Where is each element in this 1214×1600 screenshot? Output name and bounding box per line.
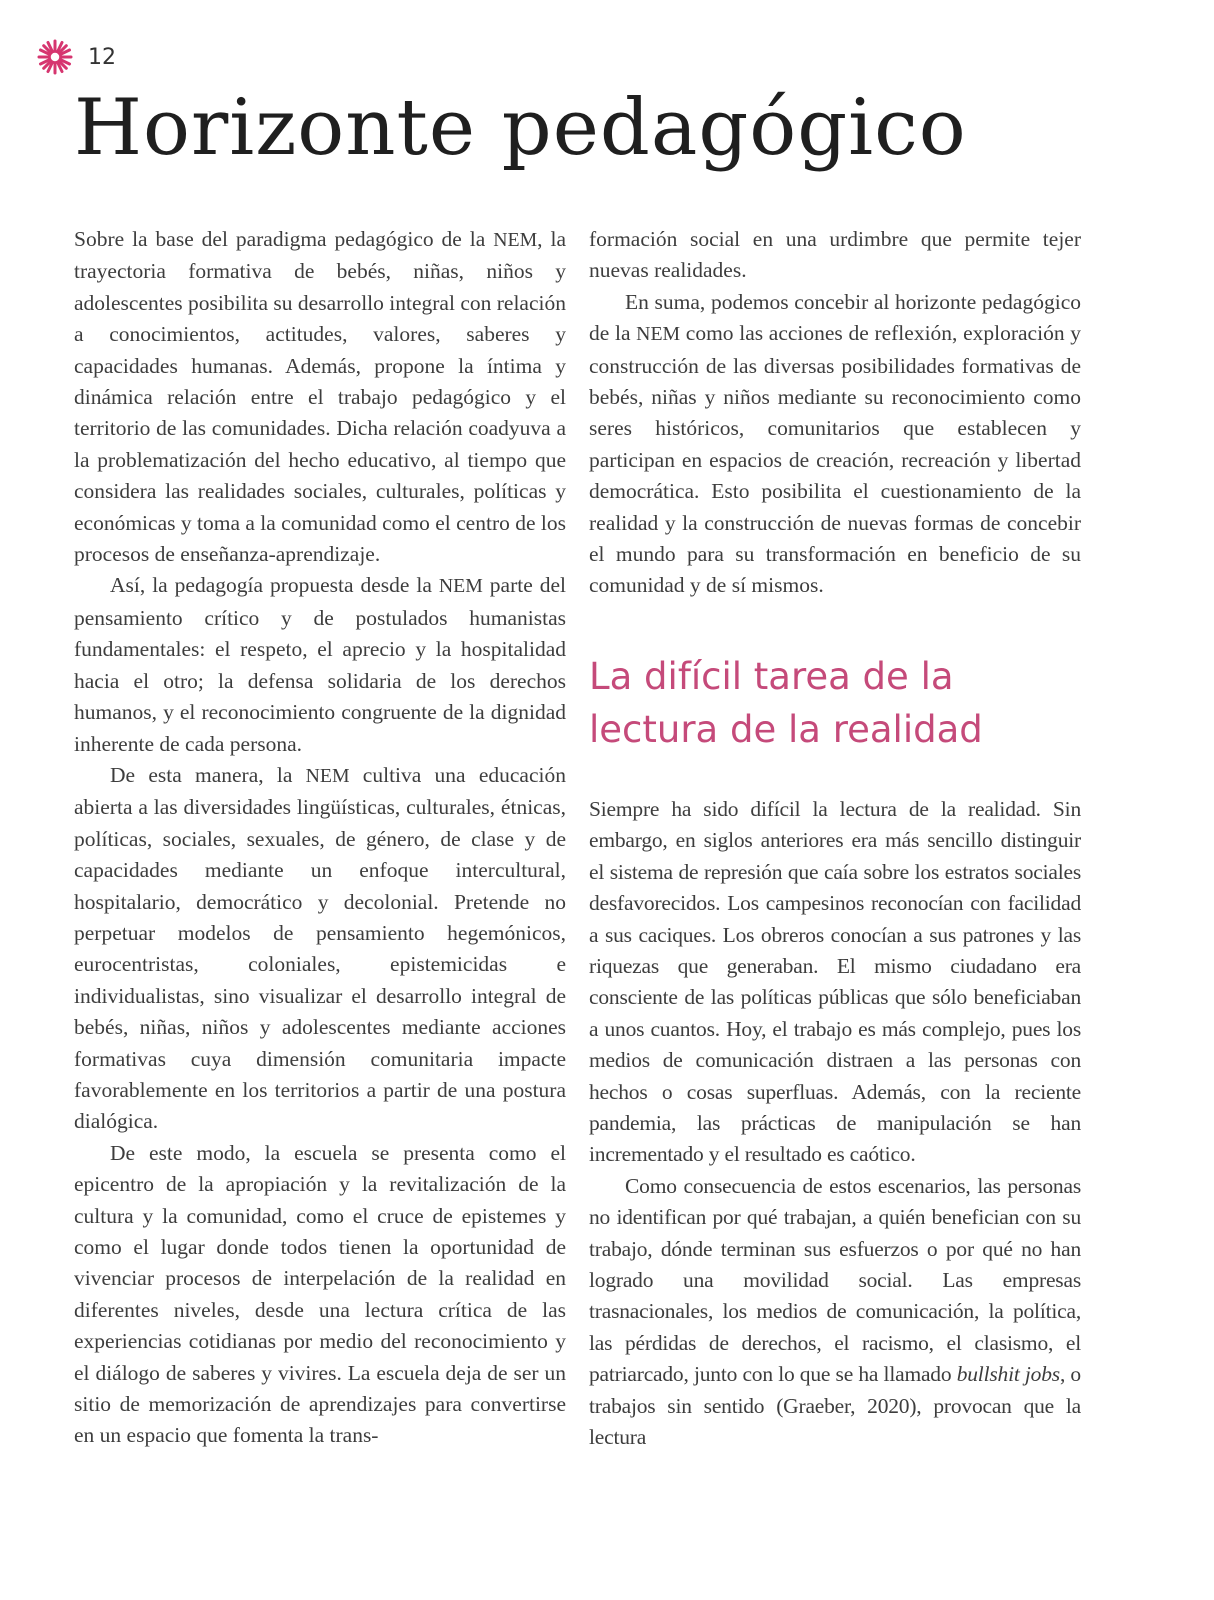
paragraph: De este modo, la escuela se presenta como el epicentro de la apropiación y la revitalización de la cultura y la comunidad, como el cruce de epistemes y como el lugar donde todos tienen la oportunidad de vivenciar procesos de interpelación de la realidad en diferentes niveles, desde una lectura crítica de las experiencias cotidianas por medio del reconocimiento y el diálogo de saberes y vivires. La escuela deja de ser un sitio de memorización de aprendizajes para convertirse en un espacio que fomenta la trans- [74,1140,566,1448]
acronym: NEM [305,764,350,787]
acronym: NEM [438,575,483,598]
page-title: Horizonte pedagógico [74,83,967,173]
page-header [36,38,116,76]
paragraph: Sobre la base del paradigma pedagógico de la NEM, la trayectoria formativa de bebés, niñas, niños y adolescentes posibilita su desarrollo integral con relación a conocimientos, actitudes, valores, saberes y capacidades humanas. Además, propone la íntima y dinámica relación entre el trabajo pedagógico y el territorio de las comunidades. Dicha relación coadyuva a la problematización del hecho educativo, al tiempo que considera las realidades sociales, culturales, políticas y económicas y toma a la comunidad como el centro de los procesos de enseñanza-aprendizaje. [74,227,566,567]
emphasis: bullshit jobs [956,1362,1060,1387]
left-column [74,224,566,1452]
paragraph: Siempre ha sido difícil la lectura de la realidad. Sin embargo, en siglos anteriores era más sencillo distinguir el sistema de represión que caía sobre los estratos sociales desfavorecidos. Los campesinos reconocían con facilidad a sus caciques. Los obreros conocían a sus patrones y las riquezas que generaban. El mismo ciudadano era consciente de las políticas públicas que sólo beneficiaban a unos cuantos. Hoy, el trabajo es más complejo, pues los medios de comunicación distraen a las personas con hechos o cosas superfluas. Además, con la reciente pandemia, las prácticas de manipulación se han incrementado y el resultado es caótico. [589,796,1081,1167]
paragraph: En suma, podemos concebir al horizonte pedagógico de la NEM como las acciones de reflexión, exploración y construcción de las diversas posibilidades formativas de bebés, niñas y niños mediante su reconocimiento como seres históricos, comunitarios que establecen y participan en espacios de creación, recreación y libertad democrática. Esto posibilita el cuestionamiento de la realidad y la construcción de nuevas formas de concebir el mundo para su transformación en beneficio de su comunidad y de sí mismos. [589,289,1082,598]
paragraph: Así, la pedagogía propuesta desde la NEM parte del pensamiento crítico y de postulados humanistas fundamentales: el respeto, el aprecio y la hospitalidad hacia el otro; la defensa solidaria de los derechos humanos, y el reconocimiento congruente de la dignidad inherente de cada persona. [74,573,566,756]
section-heading: La difícil tarea de la lectura de la realidad [589,654,983,751]
right-column [589,224,1081,1453]
paragraph: formación social en una urdimbre que permite tejer nuevas realidades. [589,227,1081,283]
acronym: NEM [636,323,681,346]
paragraph: De esta manera, la NEM cultiva una educación abierta a las diversidades lingüísticas, culturales, étnicas, políticas, sociales, sexuales, de género, de clase y de capacidades mediante un enfoque intercultural, hospitalario, democrático y decolonial. Pretende no perpetuar modelos de pensamiento hegemónicos, eurocentristas, coloniales, epistemicidas e individualistas, sino visualizar el desarrollo integral de bebés, niñas, niños y adolescentes mediante acciones formativas cuya dimensión comunitaria impacte favorablemente en los territorios a partir de una postura dialógica. [74,762,566,1134]
acronym: NEM [493,229,538,251]
page-number: 12 [88,44,116,70]
paragraph: Como consecuencia de estos escenarios, las personas no identifican por qué trabajan, a quién benefician con su trabajo, dónde terminan sus esfuerzos o por qué no han logrado una movilidad social. Las empresas trasnacionales, los medios de comunicación, la política, las pérdidas de derechos, el racismo, el clasismo, el patriarcado, junto con lo que se ha llamado bullshit jobs, o trabajos sin sentido (Graeber, 2020), provocan que la lectura [589,1173,1081,1449]
asterisk-flower-icon [36,38,74,76]
